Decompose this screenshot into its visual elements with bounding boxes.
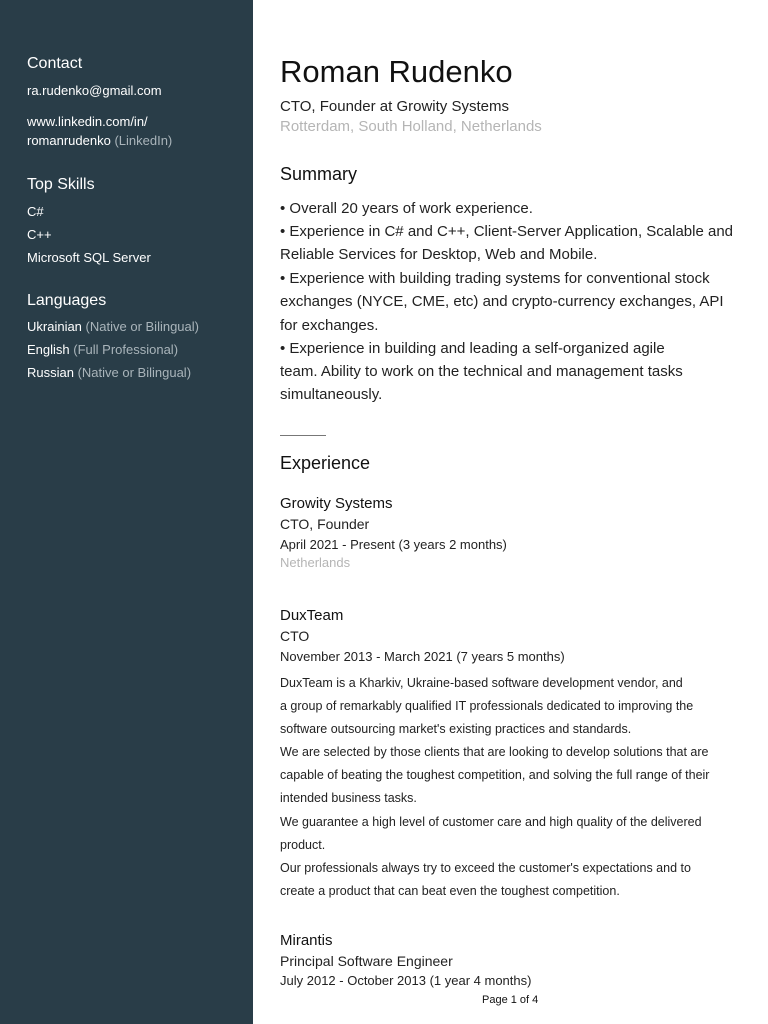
job-company: Growity Systems: [280, 495, 393, 512]
person-name: Roman Rudenko: [280, 54, 513, 89]
skills-heading: Top Skills: [27, 176, 95, 193]
summary-line: exchanges (NYCE, CME, etc) and crypto-currency exchanges, API: [280, 293, 724, 310]
summary-line: • Experience in C# and C++, Client-Server Application, Scalable and: [280, 223, 734, 240]
job-dates: November 2013 - March 2021 (7 years 5 months): [280, 649, 565, 664]
job-location: Netherlands: [280, 555, 351, 570]
language-level: (Full Professional): [73, 342, 179, 357]
job-description-line: create a product that can beat even the toughest competition.: [280, 884, 620, 898]
languages-heading: Languages: [27, 292, 107, 309]
job-description-line: DuxTeam is a Kharkiv, Ukraine-based software development vendor, and: [280, 676, 683, 690]
job-description-line: capable of beating the toughest competition, and solving the full range of their: [280, 768, 710, 782]
job-description-line: Our professionals always try to exceed the customer's expectations and to: [280, 861, 691, 875]
summary-line: for exchanges.: [280, 317, 379, 334]
skill-item: Microsoft SQL Server: [27, 250, 151, 265]
job-description-line: We guarantee a high level of customer care and high quality of the delivered: [280, 815, 702, 829]
job-description-line: intended business tasks.: [280, 791, 417, 805]
summary-line: simultaneously.: [280, 386, 383, 403]
job-role: Principal Software Engineer: [280, 953, 453, 969]
language-name: Ukrainian: [27, 319, 82, 334]
language-name: Russian: [27, 365, 74, 380]
language-name: English: [27, 342, 70, 357]
page-number: Page 1 of 4: [482, 994, 539, 1006]
job-description-line: product.: [280, 838, 326, 852]
contact-heading: Contact: [27, 55, 83, 72]
linkedin-label: (LinkedIn): [114, 133, 173, 148]
job-company: DuxTeam: [280, 607, 344, 624]
job-dates: July 2012 - October 2013 (1 year 4 months): [280, 973, 532, 988]
skill-item: C++: [27, 227, 52, 242]
job-dates: April 2021 - Present (3 years 2 months): [280, 537, 507, 552]
section-divider: [280, 435, 326, 436]
summary-line: Reliable Services for Desktop, Web and Mobile.: [280, 246, 598, 263]
language-level: (Native or Bilingual): [85, 319, 199, 334]
summary-line: team. Ability to work on the technical and management tasks: [280, 363, 683, 380]
summary-line: • Experience with building trading systems for conventional stock: [280, 270, 710, 287]
job-company: Mirantis: [280, 932, 333, 949]
contact-linkedin-line1[interactable]: www.linkedin.com/in/: [27, 114, 148, 129]
summary-line: • Experience in building and leading a self-organized agile: [280, 340, 665, 357]
headline: CTO, Founder at Growity Systems: [280, 98, 509, 115]
experience-title: Experience: [280, 453, 371, 473]
summary-line: • Overall 20 years of work experience.: [280, 200, 533, 217]
contact-email[interactable]: ra.rudenko@gmail.com: [27, 83, 162, 98]
job-description-line: software outsourcing market's existing practices and standards.: [280, 722, 632, 736]
location: Rotterdam, South Holland, Netherlands: [280, 118, 542, 135]
job-description-line: We are selected by those clients that are looking to develop solutions that are: [280, 745, 709, 759]
summary-title: Summary: [280, 164, 358, 184]
linkedin-handle[interactable]: romanrudenko: [27, 133, 111, 148]
job-role: CTO, Founder: [280, 516, 370, 532]
skill-item: C#: [27, 204, 44, 219]
language-level: (Native or Bilingual): [77, 365, 192, 380]
job-role: CTO: [280, 628, 310, 644]
job-description-line: a group of remarkably qualified IT professionals dedicated to improving the: [280, 699, 694, 713]
